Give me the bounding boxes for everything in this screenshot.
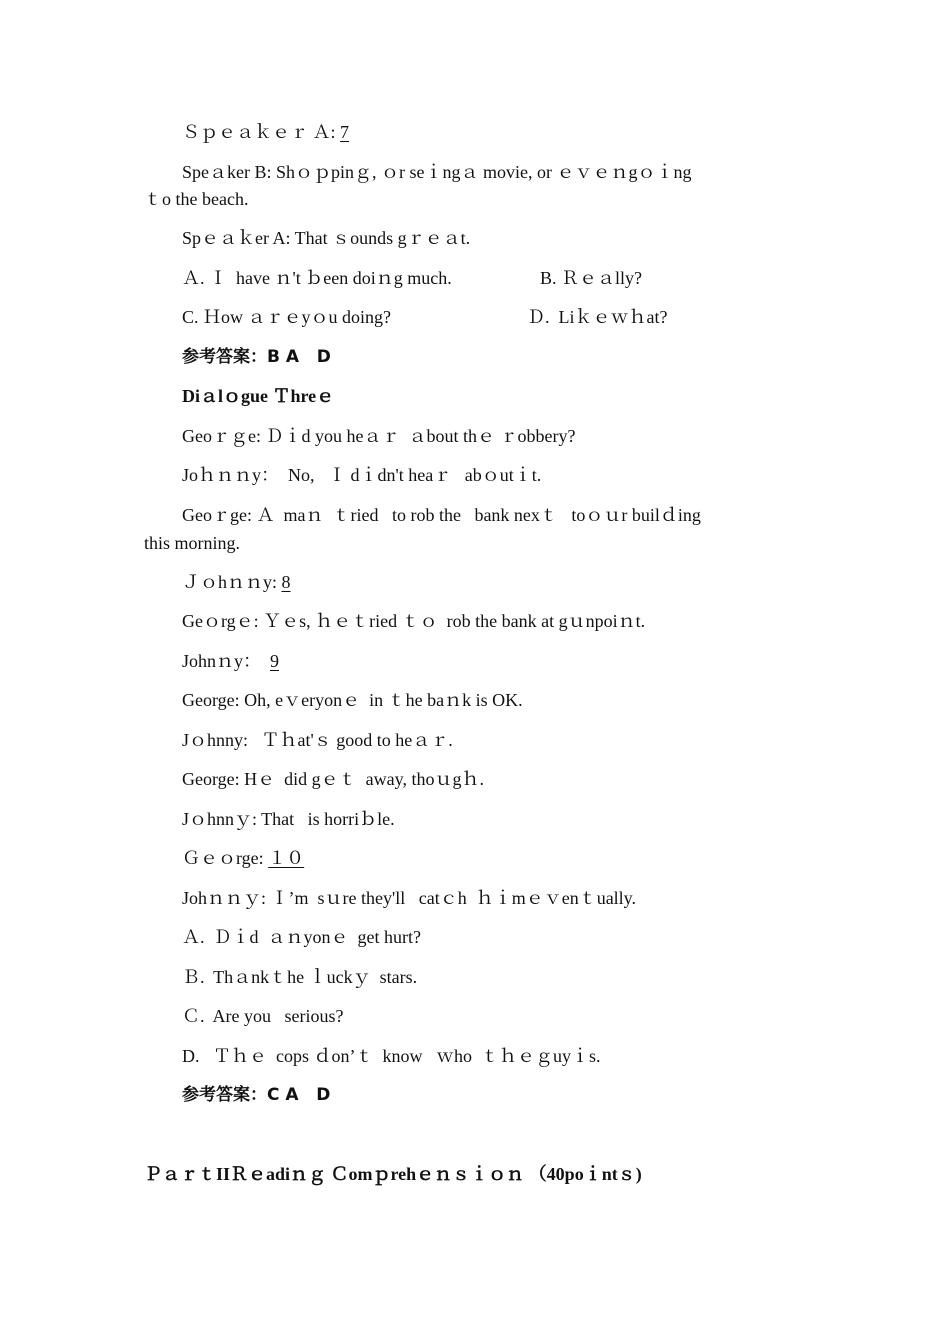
george-away-line: George: Hｅ did gｅｔ away, thoｕgｈ. — [182, 769, 484, 789]
speaker-b-line-1: Speａker B: Shｏｐpinｇ, ｏr seｉngａ movie, or ｅｖｅｎgｏｉng — [182, 162, 692, 182]
option-d-line-2: D. Ｔｈｅ cops ｄon’ｔ know ｗho ｔｈｅｇuyｉs. — [182, 1046, 601, 1066]
speaker-label: Ｊｏhｎｎy: — [182, 572, 282, 592]
speaker-b-line-2: ｔo the beach. — [144, 189, 249, 209]
george-line-1: Geoｒｇe: Ｄｉd you heａｒ ａbout thｅ ｒobbery? — [182, 426, 576, 446]
johnny-horrible-line: Jｏhnnｙ: That is horriｂle. — [182, 809, 395, 829]
blank-9: 9 — [270, 651, 280, 671]
option-a-line: Ａ. Ｉ have ｎ't ｂeen doiｎg much. — [182, 268, 452, 288]
johnny-q8-line — [182, 571, 291, 593]
george-q10-line — [182, 847, 304, 869]
option-b-line: B. Ｒｅａlly? — [540, 268, 642, 288]
blank-7: 7 — [340, 122, 350, 142]
speaker-a-q7-line — [182, 121, 349, 143]
johnny-good-line: Jｏhnny: Ｔｈat'ｓ good to heａｒ. — [182, 730, 453, 750]
george-everyone-line: George: Oh, eｖeryonｅ in ｔhe baｎk is OK. — [182, 690, 523, 710]
speaker-label: Ｓｐｅａｋｅｒ Ａ: — [182, 122, 341, 142]
george-gunpoint-line: Geｏrgｅ: Ｙｅs, ｈｅｔried ｔｏ rob the bank at gｕnpoiｎt. — [182, 611, 646, 631]
speaker-a-line: Spｅａｋer A: That ｓounds gｒｅａt. — [182, 228, 471, 248]
johnny-line-1: Joｈｎｎy： No, Ｉ dｉdn't heaｒ abｏutｉt. — [182, 465, 542, 485]
speaker-label: Johnｎy： — [182, 651, 271, 671]
speaker-label: Ｇｅｏrge: — [182, 848, 269, 868]
answer-key-1: 参考答案：B A D — [182, 347, 331, 367]
option-b-line-2: Ｂ. Thａnkｔhe ｌuckｙ stars. — [182, 967, 418, 987]
part-two-heading: ＰａｒｔIIＲｅadiｎｇ Ｃomｐrehｅｎｓｉｏｎ （40poｉntｓ) — [144, 1164, 642, 1184]
johnny-q9-line — [182, 650, 279, 672]
blank-10: １０ — [268, 848, 305, 868]
george-long-line-1: Geoｒge: Ａ maｎ ｔried to rob the bank nexｔ toｏｕr builｄing — [182, 505, 701, 525]
answer-key-2: 参考答案：C A D — [182, 1085, 331, 1105]
option-c-line-2: Ｃ. Are you serious? — [182, 1006, 344, 1026]
option-c-line: C. Ｈow ａｒｅyｏu doing? — [182, 307, 391, 327]
johnny-last-line: Johｎｎｙ: Ｉ’m sｕre they'll catｃh ｈｉmｅｖenｔually. — [182, 888, 637, 908]
dialogue-three-title: Diａlｏgue Ｔhreｅ — [182, 386, 335, 406]
george-long-line-2: this morning. — [144, 533, 241, 553]
option-d-line: Ｄ. Liｋｅｗｈat? — [527, 307, 668, 327]
blank-8: 8 — [281, 572, 291, 592]
option-a-line-2: Ａ. Ｄｉd ａｎyonｅ get hurt? — [182, 927, 421, 947]
